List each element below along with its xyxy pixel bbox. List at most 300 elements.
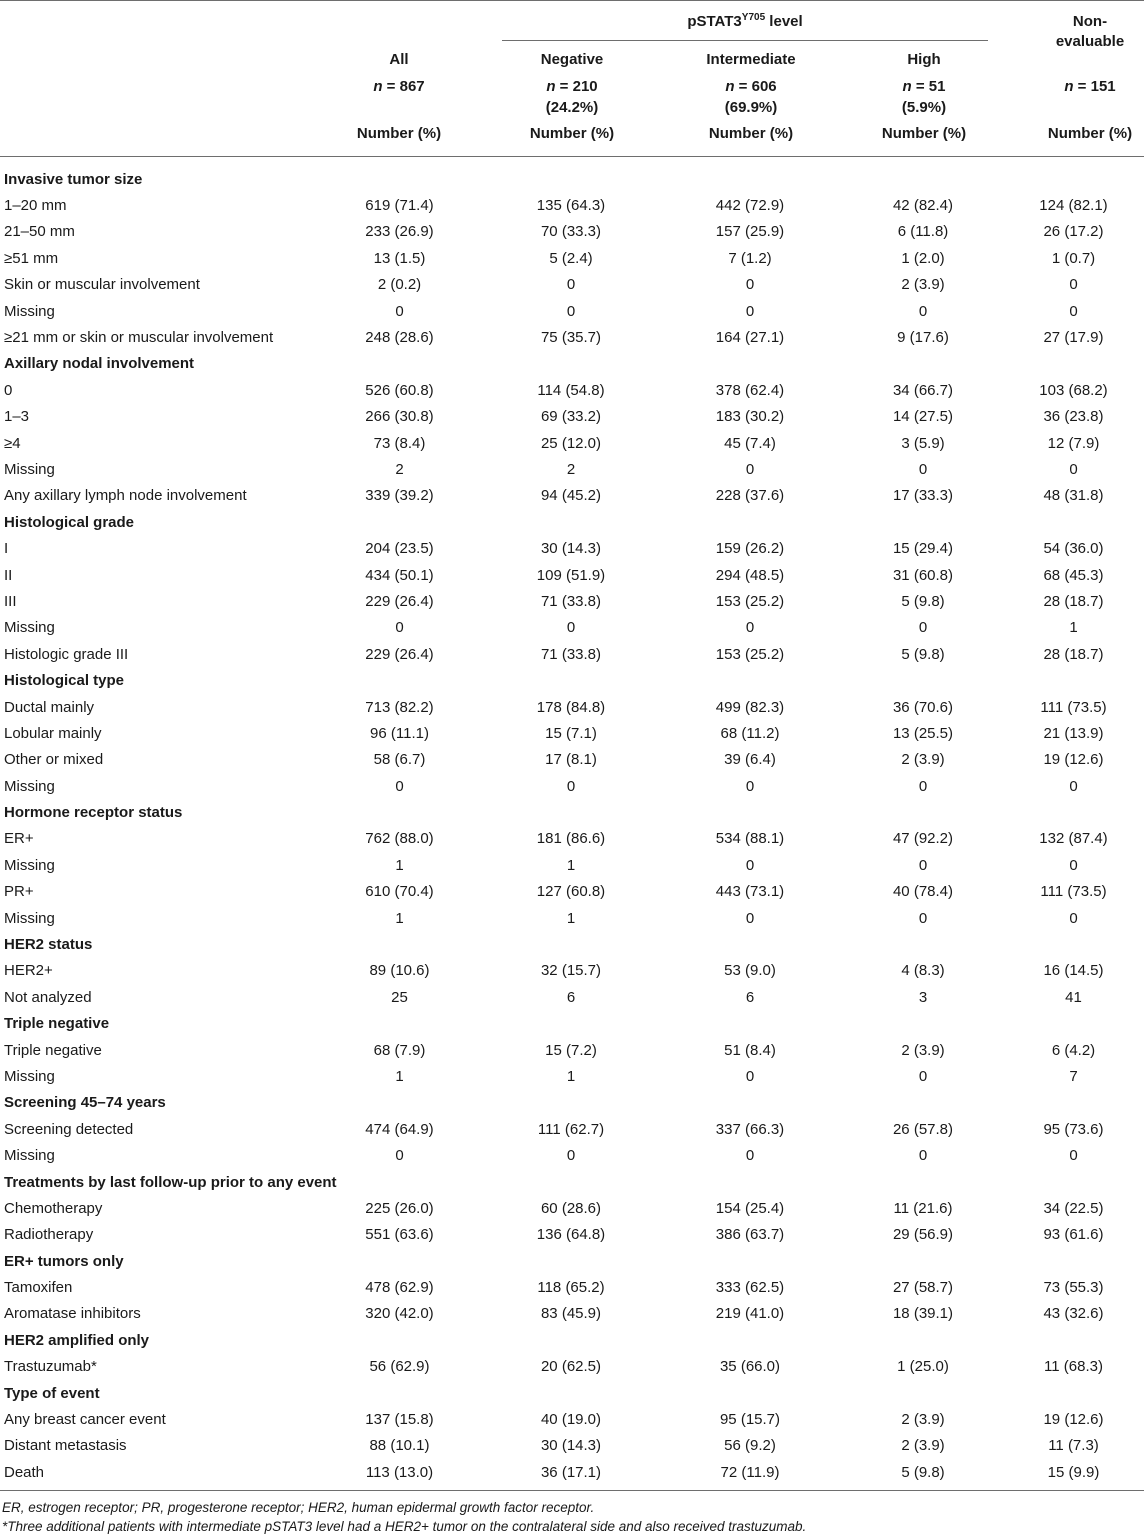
table-cell: 43 (32.6) bbox=[1043, 1305, 1104, 1323]
table-row bbox=[0, 1222, 1144, 1248]
row-label: Histologic grade III bbox=[4, 645, 129, 663]
table-cell: 228 (37.6) bbox=[715, 487, 785, 505]
table-cell: 111 (62.7) bbox=[537, 1120, 605, 1138]
table-cell: 71 (33.8) bbox=[540, 592, 602, 610]
row-label: Skin or muscular involvement bbox=[4, 276, 200, 294]
n-label: n bbox=[546, 78, 556, 95]
table-cell: 164 (27.1) bbox=[715, 329, 785, 347]
table-cell: 17 (33.3) bbox=[892, 487, 954, 505]
table-cell: 0 bbox=[1069, 909, 1078, 927]
table-cell: 34 (22.5) bbox=[1043, 1199, 1104, 1217]
table-row bbox=[0, 298, 1144, 324]
table-cell: 225 (26.0) bbox=[365, 1199, 434, 1217]
table-cell: 30 (14.3) bbox=[540, 1437, 602, 1455]
row-label: Missing bbox=[4, 909, 55, 927]
row-label: Not analyzed bbox=[4, 988, 92, 1006]
table-cell: 39 (6.4) bbox=[724, 751, 776, 769]
section-row bbox=[0, 351, 1144, 377]
col-name-negative: Negative bbox=[540, 51, 604, 68]
table-cell: 114 (54.8) bbox=[537, 381, 605, 399]
table-row bbox=[0, 852, 1144, 878]
table-cell: 386 (63.7) bbox=[715, 1226, 785, 1244]
table-cell: 14 (27.5) bbox=[892, 408, 954, 426]
col-n-negative: n = 210 bbox=[546, 78, 598, 95]
row-label: PR+ bbox=[4, 883, 34, 901]
table-cell: 5 (2.4) bbox=[549, 249, 593, 267]
table-cell: 1 bbox=[1069, 619, 1078, 637]
table-cell: 5 (9.8) bbox=[901, 1463, 945, 1481]
nonevaluable-line1: Non- bbox=[1072, 13, 1108, 30]
section-row bbox=[0, 1248, 1144, 1274]
table-cell: 36 (17.1) bbox=[540, 1463, 602, 1481]
table-cell: 32 (15.7) bbox=[540, 962, 602, 980]
table-cell: 0 bbox=[745, 777, 755, 795]
section-row bbox=[0, 1011, 1144, 1037]
table-cell: 0 bbox=[918, 777, 928, 795]
table-cell: 526 (60.8) bbox=[365, 381, 434, 399]
row-label: Trastuzumab* bbox=[4, 1358, 97, 1376]
table-cell: 68 (7.9) bbox=[373, 1041, 426, 1059]
table-row bbox=[0, 456, 1144, 482]
table-cell: 72 (11.9) bbox=[720, 1463, 780, 1481]
section-row bbox=[0, 1327, 1144, 1353]
table-cell: 2 (3.9) bbox=[901, 276, 945, 294]
table-cell: 60 (28.6) bbox=[540, 1199, 602, 1217]
table-row bbox=[0, 535, 1144, 561]
table-row bbox=[0, 1037, 1144, 1063]
table-cell: 2 (3.9) bbox=[901, 751, 945, 769]
table-cell: 1 bbox=[395, 856, 404, 874]
table-row bbox=[0, 1195, 1144, 1221]
col-unit-high: Number (%) bbox=[881, 125, 967, 142]
table-row bbox=[0, 588, 1144, 614]
row-label: Death bbox=[4, 1463, 45, 1481]
table-cell: 0 bbox=[918, 856, 928, 874]
table-cell: 229 (26.4) bbox=[365, 645, 434, 663]
table-row bbox=[0, 1354, 1144, 1380]
table-cell: 0 bbox=[566, 777, 576, 795]
table-cell: 73 (55.3) bbox=[1043, 1279, 1104, 1297]
table-row bbox=[0, 245, 1144, 271]
table-cell: 6 bbox=[566, 988, 576, 1006]
table-cell: 153 (25.2) bbox=[715, 645, 785, 663]
col-unit-all: Number (%) bbox=[356, 125, 442, 142]
table-row bbox=[0, 430, 1144, 456]
row-label: Missing bbox=[4, 777, 55, 795]
table-cell: 178 (84.8) bbox=[536, 698, 606, 716]
n-label: n bbox=[1064, 78, 1074, 95]
table-row bbox=[0, 404, 1144, 430]
table-cell: 27 (58.7) bbox=[892, 1279, 954, 1297]
section-label: Histological type bbox=[4, 672, 125, 690]
table-cell: 69 (33.2) bbox=[540, 408, 602, 426]
table-cell: 0 bbox=[918, 302, 928, 320]
table-row bbox=[0, 1274, 1144, 1300]
row-label: HER2+ bbox=[4, 962, 53, 980]
table-cell: 0 bbox=[745, 619, 755, 637]
row-label: ≥21 mm or skin or muscular involvement bbox=[4, 329, 274, 347]
table-row bbox=[0, 1406, 1144, 1432]
table-row bbox=[0, 377, 1144, 403]
row-label: 1–3 bbox=[4, 408, 30, 426]
col-pct-negative: (24.2%) bbox=[545, 99, 599, 116]
table-cell: 0 bbox=[918, 1147, 928, 1165]
table-cell: 3 bbox=[918, 988, 928, 1006]
table-cell: 132 (87.4) bbox=[1039, 830, 1108, 848]
table-cell: 6 (11.8) bbox=[897, 223, 949, 241]
row-label: 21–50 mm bbox=[4, 223, 75, 241]
footnote-abbreviations: ER, estrogen receptor; PR, progesterone receptor; HER2, human epidermal growth factor receptor. bbox=[2, 1500, 595, 1515]
table-cell: 41 bbox=[1065, 988, 1082, 1006]
table-cell: 6 bbox=[745, 988, 755, 1006]
table-row bbox=[0, 879, 1144, 905]
table-cell: 16 (14.5) bbox=[1043, 962, 1104, 980]
table-cell: 337 (66.3) bbox=[715, 1120, 785, 1138]
row-label: Missing bbox=[4, 302, 55, 320]
row-label: 1–20 mm bbox=[4, 197, 67, 215]
table-cell: 0 bbox=[745, 856, 755, 874]
row-label: Distant metastasis bbox=[4, 1437, 127, 1455]
table-cell: 183 (30.2) bbox=[715, 408, 785, 426]
table-row bbox=[0, 958, 1144, 984]
row-label: Any axillary lymph node involvement bbox=[4, 487, 247, 505]
table-cell: 5 (9.8) bbox=[901, 592, 945, 610]
section-label: Invasive tumor size bbox=[4, 170, 143, 188]
table-row bbox=[0, 1301, 1144, 1327]
table-cell: 0 bbox=[395, 619, 404, 637]
table-row bbox=[0, 694, 1144, 720]
table-cell: 124 (82.1) bbox=[1039, 197, 1108, 215]
col-n-value: 606 bbox=[751, 78, 777, 95]
table-row bbox=[0, 1142, 1144, 1168]
table-row bbox=[0, 984, 1144, 1010]
table-row bbox=[0, 1433, 1144, 1459]
table-cell: 153 (25.2) bbox=[715, 592, 785, 610]
table-cell: 0 bbox=[918, 460, 928, 478]
table-cell: 56 (9.2) bbox=[724, 1437, 776, 1455]
table-cell: 68 (45.3) bbox=[1043, 566, 1104, 584]
section-label: Triple negative bbox=[4, 1015, 110, 1033]
table-row bbox=[0, 483, 1144, 509]
table-cell: 2 (0.2) bbox=[377, 276, 422, 294]
table-cell: 294 (48.5) bbox=[715, 566, 785, 584]
table-cell: 94 (45.2) bbox=[540, 487, 602, 505]
table-cell: 0 bbox=[566, 276, 576, 294]
table-cell: 1 bbox=[395, 1067, 404, 1085]
table-cell: 0 bbox=[745, 302, 755, 320]
table-cell: 1 (25.0) bbox=[897, 1358, 949, 1376]
section-label: HER2 status bbox=[4, 936, 93, 954]
col-name-all: All bbox=[389, 51, 409, 68]
table-cell: 0 bbox=[395, 1147, 404, 1165]
section-label: Treatments by last follow-up prior to any event bbox=[4, 1173, 337, 1191]
table-cell: 111 (73.5) bbox=[1040, 883, 1107, 901]
bottom-rule bbox=[0, 1490, 1144, 1491]
table-row bbox=[0, 641, 1144, 667]
table-cell: 83 (45.9) bbox=[540, 1305, 602, 1323]
col-pct-high: (5.9%) bbox=[901, 99, 947, 116]
table-cell: 478 (62.9) bbox=[365, 1279, 434, 1297]
table-cell: 11 (21.6) bbox=[893, 1199, 953, 1217]
table-cell: 2 (3.9) bbox=[901, 1437, 945, 1455]
table-cell: 13 (25.5) bbox=[892, 724, 954, 742]
table-cell: 266 (30.8) bbox=[365, 408, 434, 426]
row-label: III bbox=[4, 592, 17, 610]
table-cell: 118 (65.2) bbox=[537, 1279, 605, 1297]
table-cell: 434 (50.1) bbox=[365, 566, 434, 584]
table-cell: 0 bbox=[1069, 276, 1078, 294]
col-name-high: High bbox=[907, 51, 941, 68]
row-label: II bbox=[4, 566, 13, 584]
table-cell: 443 (73.1) bbox=[715, 883, 785, 901]
table-cell: 21 (13.9) bbox=[1043, 724, 1104, 742]
table-row bbox=[0, 615, 1144, 641]
table-cell: 204 (23.5) bbox=[365, 540, 434, 558]
section-label: HER2 amplified only bbox=[4, 1331, 150, 1349]
col-n-nonevaluable: n = 151 bbox=[1064, 78, 1116, 95]
table-row bbox=[0, 826, 1144, 852]
table-cell: 135 (64.3) bbox=[536, 197, 606, 215]
table-cell: 18 (39.1) bbox=[892, 1305, 954, 1323]
col-unit-nonevaluable: Number (%) bbox=[1047, 125, 1133, 142]
row-label: Triple negative bbox=[4, 1041, 102, 1059]
table-cell: 111 (73.5) bbox=[1040, 698, 1107, 716]
table-cell: 154 (25.4) bbox=[715, 1199, 785, 1217]
table-row bbox=[0, 219, 1144, 245]
col-n-value: 51 bbox=[928, 78, 946, 95]
row-label: Radiotherapy bbox=[4, 1226, 94, 1244]
table-row bbox=[0, 773, 1144, 799]
table-row bbox=[0, 272, 1144, 298]
table-cell: 48 (31.8) bbox=[1043, 487, 1104, 505]
col-n-value: 867 bbox=[399, 78, 425, 95]
table-cell: 0 bbox=[745, 909, 755, 927]
table-cell: 0 bbox=[1069, 302, 1078, 320]
col-n-intermediate: n = 606 bbox=[725, 78, 777, 95]
n-label: n bbox=[902, 78, 912, 95]
table-cell: 26 (57.8) bbox=[892, 1120, 954, 1138]
row-label: Other or mixed bbox=[4, 751, 104, 769]
table-cell: 96 (11.1) bbox=[370, 724, 429, 742]
table-cell: 12 (7.9) bbox=[1047, 434, 1100, 452]
table-cell: 499 (82.3) bbox=[715, 698, 785, 716]
table-cell: 2 bbox=[566, 460, 576, 478]
table-cell: 54 (36.0) bbox=[1043, 540, 1104, 558]
table-cell: 1 bbox=[395, 909, 404, 927]
table-cell: 40 (78.4) bbox=[892, 883, 954, 901]
table-cell: 89 (10.6) bbox=[369, 962, 430, 980]
row-label: Aromatase inhibitors bbox=[4, 1305, 141, 1323]
row-label: 0 bbox=[4, 381, 13, 399]
table-cell: 47 (92.2) bbox=[892, 830, 954, 848]
table-cell: 30 (14.3) bbox=[540, 540, 602, 558]
table-cell: 127 (60.8) bbox=[536, 883, 606, 901]
table-cell: 0 bbox=[395, 302, 404, 320]
row-label: Any breast cancer event bbox=[4, 1411, 166, 1429]
nonevaluable-line2: evaluable bbox=[1055, 33, 1125, 50]
section-row bbox=[0, 931, 1144, 957]
table-cell: 68 (11.2) bbox=[720, 724, 780, 742]
table-cell: 3 (5.9) bbox=[901, 434, 945, 452]
table-cell: 0 bbox=[1069, 777, 1078, 795]
table-cell: 0 bbox=[395, 777, 404, 795]
table-cell: 2 (3.9) bbox=[901, 1411, 945, 1429]
table-cell: 34 (66.7) bbox=[892, 381, 954, 399]
col-name-intermediate: Intermediate bbox=[706, 51, 796, 68]
table-row bbox=[0, 1459, 1144, 1485]
row-label: Screening detected bbox=[4, 1120, 134, 1138]
table-cell: 0 bbox=[918, 619, 928, 637]
table-cell: 15 (29.4) bbox=[892, 540, 954, 558]
table-cell: 31 (60.8) bbox=[892, 566, 954, 584]
table-cell: 73 (8.4) bbox=[373, 434, 426, 452]
table-cell: 1 bbox=[566, 856, 576, 874]
section-row bbox=[0, 1380, 1144, 1406]
n-label: n bbox=[725, 78, 735, 95]
table-cell: 25 (12.0) bbox=[540, 434, 602, 452]
table-cell: 1 bbox=[566, 909, 576, 927]
section-row bbox=[0, 667, 1144, 693]
table-cell: 11 (7.3) bbox=[1048, 1437, 1099, 1455]
section-label: Axillary nodal involvement bbox=[4, 355, 195, 373]
table-body bbox=[0, 166, 1144, 1486]
table-cell: 551 (63.6) bbox=[365, 1226, 434, 1244]
table-cell: 136 (64.8) bbox=[536, 1226, 606, 1244]
section-label: Screening 45–74 years bbox=[4, 1094, 166, 1112]
table-cell: 0 bbox=[566, 1147, 576, 1165]
table-cell: 58 (6.7) bbox=[373, 751, 426, 769]
table-cell: 45 (7.4) bbox=[724, 434, 776, 452]
table-cell: 0 bbox=[745, 1147, 755, 1165]
group-rule bbox=[502, 40, 988, 41]
table-cell: 2 (3.9) bbox=[901, 1041, 945, 1059]
table-cell: 95 (73.6) bbox=[1043, 1120, 1104, 1138]
table-cell: 0 bbox=[918, 909, 928, 927]
col-n-value: 151 bbox=[1090, 78, 1116, 95]
nonevaluable-header bbox=[1040, 12, 1140, 52]
table-cell: 474 (64.9) bbox=[365, 1120, 434, 1138]
table-cell: 15 (7.2) bbox=[545, 1041, 597, 1059]
section-label: Hormone receptor status bbox=[4, 804, 183, 822]
table-row bbox=[0, 324, 1144, 350]
table-cell: 19 (12.6) bbox=[1043, 751, 1104, 769]
section-label: Histological grade bbox=[4, 513, 135, 531]
table-cell: 28 (18.7) bbox=[1043, 645, 1104, 663]
table-cell: 137 (15.8) bbox=[365, 1411, 434, 1429]
col-n-high: n = 51 bbox=[902, 78, 946, 95]
table-cell: 42 (82.4) bbox=[892, 197, 954, 215]
table-cell: 0 bbox=[745, 460, 755, 478]
table-cell: 0 bbox=[566, 302, 576, 320]
table-cell: 93 (61.6) bbox=[1043, 1226, 1104, 1244]
table-cell: 0 bbox=[1069, 856, 1078, 874]
table-row bbox=[0, 1063, 1144, 1089]
row-label: Ductal mainly bbox=[4, 698, 95, 716]
table-cell: 233 (26.9) bbox=[365, 223, 434, 241]
section-label: ER+ tumors only bbox=[4, 1252, 124, 1270]
table-cell: 40 (19.0) bbox=[540, 1411, 602, 1429]
table-cell: 17 (8.1) bbox=[545, 751, 597, 769]
table-cell: 320 (42.0) bbox=[365, 1305, 434, 1323]
table-cell: 51 (8.4) bbox=[724, 1041, 776, 1059]
top-rule bbox=[0, 0, 1144, 1]
table-cell: 71 (33.8) bbox=[540, 645, 602, 663]
table-cell: 113 (13.0) bbox=[365, 1463, 434, 1481]
table-cell: 5 (9.8) bbox=[901, 645, 945, 663]
section-row bbox=[0, 509, 1144, 535]
table-cell: 95 (15.7) bbox=[719, 1411, 781, 1429]
table-cell: 339 (39.2) bbox=[365, 487, 434, 505]
col-unit-intermediate: Number (%) bbox=[708, 125, 794, 142]
col-pct-intermediate: (69.9%) bbox=[724, 99, 778, 116]
table-cell: 35 (66.0) bbox=[719, 1358, 781, 1376]
table-cell: 11 (68.3) bbox=[1044, 1358, 1103, 1376]
group-header-suffix: level bbox=[765, 13, 803, 30]
group-header-prefix: pSTAT3 bbox=[687, 13, 742, 30]
table-row bbox=[0, 747, 1144, 773]
table-cell: 762 (88.0) bbox=[365, 830, 434, 848]
table-cell: 2 bbox=[395, 460, 404, 478]
group-header bbox=[502, 12, 988, 32]
table-cell: 219 (41.0) bbox=[715, 1305, 785, 1323]
table-cell: 7 bbox=[1069, 1067, 1078, 1085]
table-cell: 0 bbox=[1069, 460, 1078, 478]
table-row bbox=[0, 720, 1144, 746]
row-label: Missing bbox=[4, 619, 55, 637]
header-rule bbox=[0, 156, 1144, 157]
table-cell: 6 (4.2) bbox=[1051, 1041, 1096, 1059]
table-cell: 75 (35.7) bbox=[540, 329, 602, 347]
table-cell: 181 (86.6) bbox=[536, 830, 606, 848]
group-header-sup: Y705 bbox=[741, 12, 766, 23]
table-cell: 610 (70.4) bbox=[365, 883, 434, 901]
table-cell: 159 (26.2) bbox=[715, 540, 785, 558]
section-label: Type of event bbox=[4, 1384, 100, 1402]
section-row bbox=[0, 166, 1144, 192]
table-cell: 229 (26.4) bbox=[365, 592, 434, 610]
table-cell: 157 (25.9) bbox=[715, 223, 785, 241]
table-cell: 19 (12.6) bbox=[1043, 1411, 1104, 1429]
table-cell: 20 (62.5) bbox=[540, 1358, 602, 1376]
table-cell: 36 (70.6) bbox=[892, 698, 954, 716]
table-cell: 15 (9.9) bbox=[1047, 1463, 1100, 1481]
table-cell: 0 bbox=[745, 1067, 755, 1085]
table-cell: 70 (33.3) bbox=[540, 223, 602, 241]
table-row bbox=[0, 1116, 1144, 1142]
table-cell: 378 (62.4) bbox=[715, 381, 785, 399]
row-label: ≥4 bbox=[4, 434, 21, 452]
table-cell: 36 (23.8) bbox=[1043, 408, 1104, 426]
table-cell: 13 (1.5) bbox=[373, 249, 426, 267]
table-cell: 29 (56.9) bbox=[892, 1226, 954, 1244]
table-cell: 1 (0.7) bbox=[1051, 249, 1096, 267]
table-row bbox=[0, 562, 1144, 588]
row-label: I bbox=[4, 540, 9, 558]
table-cell: 88 (10.1) bbox=[369, 1437, 430, 1455]
table-cell: 619 (71.4) bbox=[365, 197, 434, 215]
table-cell: 109 (51.9) bbox=[536, 566, 606, 584]
table-cell: 4 (8.3) bbox=[901, 962, 945, 980]
table-cell: 56 (62.9) bbox=[369, 1358, 430, 1376]
footnote-asterisk: *Three additional patients with intermediate pSTAT3 level had a HER2+ tumor on the contralateral side and also received trastuzumab. bbox=[2, 1519, 807, 1534]
row-label: Tamoxifen bbox=[4, 1279, 73, 1297]
row-label: ER+ bbox=[4, 830, 34, 848]
section-row bbox=[0, 1090, 1144, 1116]
row-label: Chemotherapy bbox=[4, 1199, 103, 1217]
table-cell: 248 (28.6) bbox=[365, 329, 434, 347]
table-cell: 534 (88.1) bbox=[715, 830, 785, 848]
table-cell: 25 bbox=[391, 988, 408, 1006]
